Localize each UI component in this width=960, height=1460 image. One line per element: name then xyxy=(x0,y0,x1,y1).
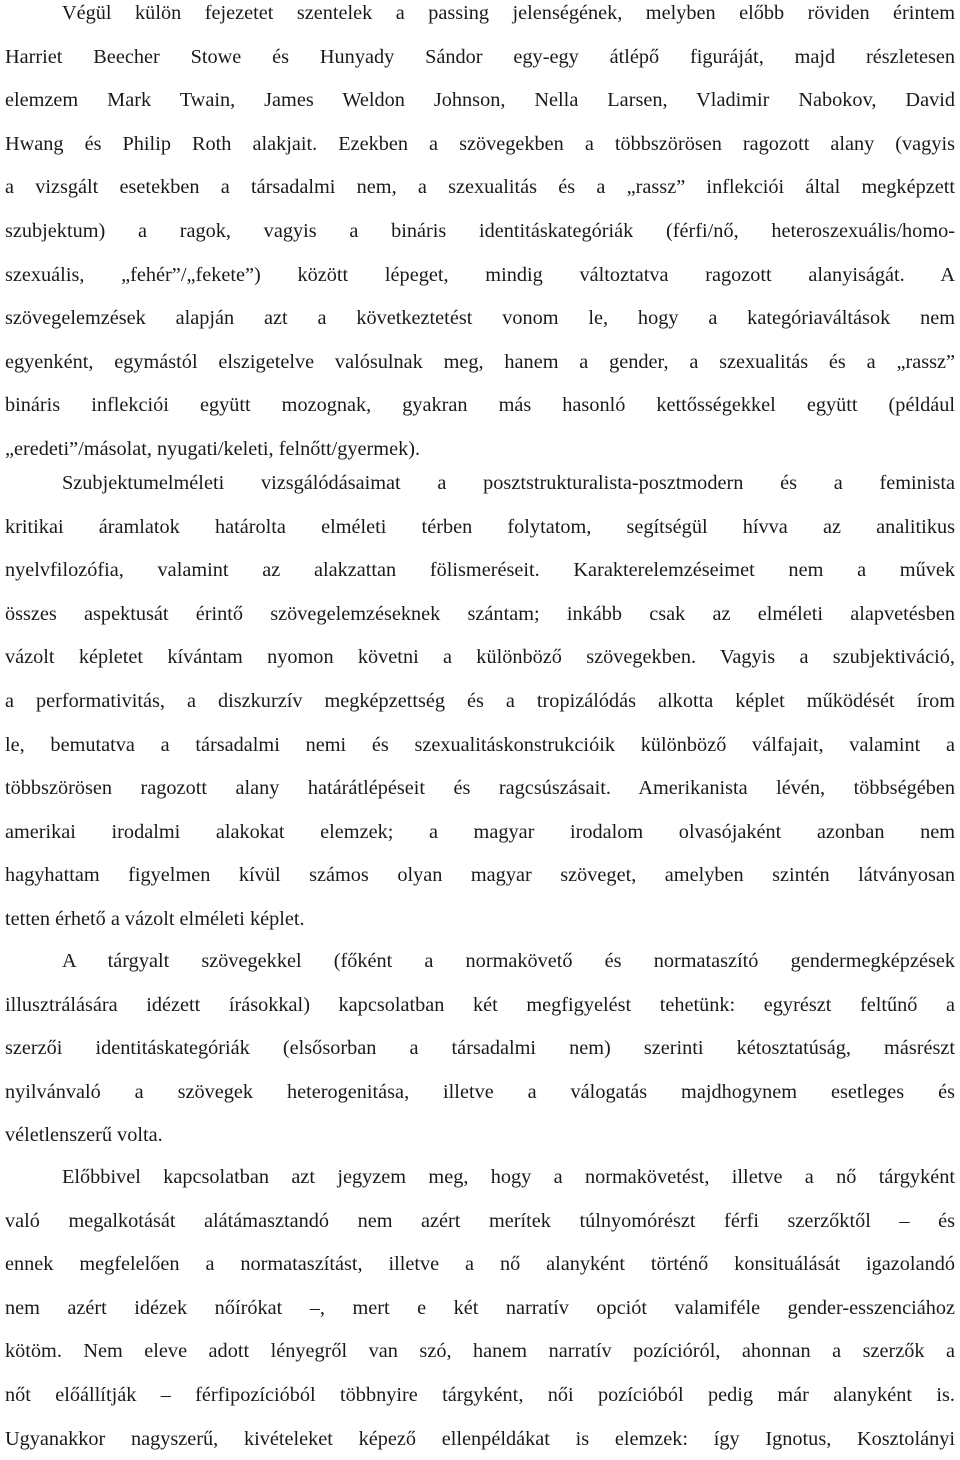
text-line: kritikai áramlatok határolta elméleti térben folytatom, segítségül hívva az analitikus xyxy=(5,515,955,538)
text-line: Hwang és Philip Roth alakjait. Ezekben a szövegekben a többszörösen ragozott alany (vagyis xyxy=(5,132,955,155)
text-line: kötöm. Nem eleve adott lényegről van szó, hanem narratív pozícióról, ahonnan a szerzők a xyxy=(5,1340,955,1363)
text-line: többszörösen ragozott alany határátlépéseit és ragcsúszásait. Amerikanista lévén, többségében xyxy=(5,777,955,800)
text-line: le, bemutatva a társadalmi nemi és szexualitáskonstrukcióik különböző válfajait, valamint a xyxy=(5,733,955,756)
text-line: való megalkotását alátámasztandó nem azért merítek túlnyomórészt férfi szerzőktől – és xyxy=(5,1209,955,1232)
paragraph-3 xyxy=(5,944,955,1158)
text-line: a vizsgált esetekben a társadalmi nem, a szexualitás és a „rassz” inflekciói által megképzett xyxy=(5,176,955,199)
text-line: Végül külön fejezetet szentelek a passing jelenségének, melyben előbb röviden érintem xyxy=(62,2,955,24)
text-line: nőt előállítják – férfipozícióból többnyire tárgyként, női pozícióból pedig már alanyként is. xyxy=(5,1383,955,1406)
text-line: amerikai irodalmi alakokat elemzek; a magyar irodalom olvasójaként azonban nem xyxy=(5,820,955,843)
text-line: elemzem Mark Twain, James Weldon Johnson, Nella Larsen, Vladimir Nabokov, David xyxy=(5,89,955,112)
text-line: szexuális, „fehér”/„fekete”) között lépeget, mindig változtatva ragozott alanyiságát. A xyxy=(5,263,955,286)
text-line: nyelvfilozófia, valamint az alakzattan fölismeréseit. Karakterelemzéseimet nem a művek xyxy=(5,559,955,582)
paragraph-2 xyxy=(5,466,955,942)
text-line: nem azért idézek nőírókat –, mert e két narratív opciót valamiféle gender-esszenciához xyxy=(5,1296,955,1319)
paragraph-1 xyxy=(5,0,955,472)
text-line: Harriet Beecher Stowe és Hunyady Sándor egy-egy átlépő figuráját, majd részletesen xyxy=(5,45,955,68)
text-line: véletlenszerű volta. xyxy=(5,1124,163,1147)
text-line: egyenként, egymástól elszigetelve valósulnak meg, hanem a gender, a szexualitás és a „rassz” xyxy=(5,350,955,373)
text-line: Szubjektumelméleti vizsgálódásaimat a posztstrukturalista-posztmodern és a feminista xyxy=(62,472,955,494)
paragraph-4 xyxy=(5,1160,955,1460)
text-line: „eredeti”/másolat, nyugati/keleti, felnőtt/gyermek). xyxy=(5,437,421,460)
text-line: szövegelemzések alapján azt a következtetést vonom le, hogy a kategóriaváltások nem xyxy=(5,307,955,330)
text-line: szubjektum) a ragok, vagyis a bináris identitáskategóriák (férfi/nő, heteroszexuális/homo- xyxy=(5,219,955,242)
text-line: Előbbivel kapcsolatban azt jegyzem meg, hogy a normakövetést, illetve a nő tárgyként xyxy=(62,1166,955,1188)
text-line: A tárgyalt szövegekkel (főként a normakövető és normataszító gendermegképzések xyxy=(62,950,955,972)
text-line: vázolt képletet kívántam nyomon követni a különböző szövegekben. Vagyis a szubjektiváció, xyxy=(5,646,955,669)
text-line: Ugyanakkor nagyszerű, kivételeket képező ellenpéldákat is elemzek: így Ignotus, Kosztolányi xyxy=(5,1427,955,1450)
document-page xyxy=(5,0,955,1460)
text-line: ennek megfelelően a normataszítást, illetve a nő alanyként történő konsituálását igazolandó xyxy=(5,1253,955,1276)
text-line: hagyhattam figyelmen kívül számos olyan magyar szöveget, amelyben szintén látványosan xyxy=(5,864,955,887)
text-line: tetten érhető a vázolt elméleti képlet. xyxy=(5,907,305,930)
text-line: nyilvánvaló a szövegek heterogenitása, illetve a válogatás majdhogynem esetleges és xyxy=(5,1080,955,1103)
text-line: szerzői identitáskategóriák (elsősorban a társadalmi nem) szerinti kétosztatúság, másrészt xyxy=(5,1037,955,1060)
text-line: a performativitás, a diszkurzív megképzettség és a tropizálódás alkotta képlet működését írom xyxy=(5,689,955,712)
text-line: bináris inflekciói együtt mozognak, gyakran más hasonló kettősségekkel együtt (például xyxy=(5,394,955,417)
text-line: összes aspektusát érintő szövegelemzéseknek szántam; inkább csak az elméleti alapvetésben xyxy=(5,602,955,625)
text-line: illusztrálására idézett írásokkal) kapcsolatban két megfigyelést tehetünk: egyrészt feltűnő a xyxy=(5,993,955,1016)
